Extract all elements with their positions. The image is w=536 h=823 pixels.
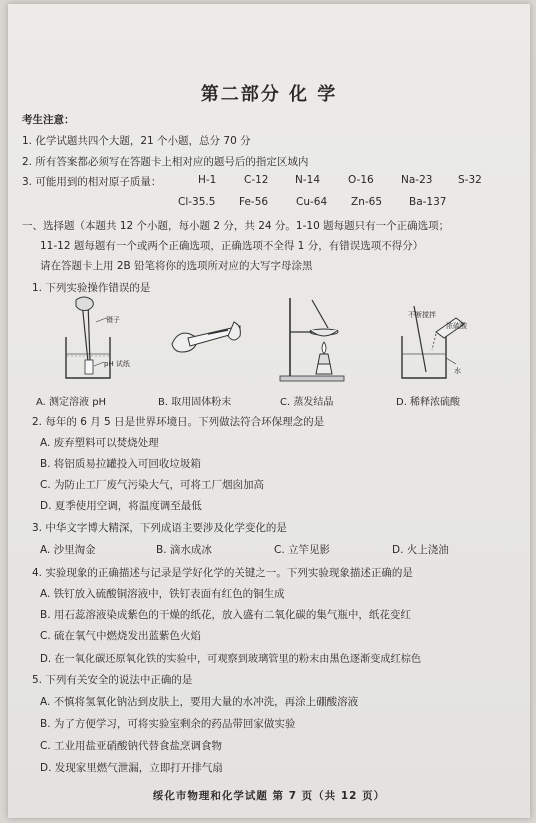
question-option: B. 滴水成冰 (156, 544, 212, 556)
notice-item: 2. 所有答案都必须写在答题卡上相对应的题号后的指定区域内 (22, 156, 309, 168)
question-option: A. 铁钉放入硫酸铜溶液中，铁钉表面有红色的铜生成 (40, 588, 285, 600)
question-stem: 5. 下列有关安全的说法中正确的是 (32, 674, 193, 686)
question-option: D. 夏季使用空调，将温度调至最低 (40, 500, 202, 512)
question-option: C. 硫在氧气中燃烧发出蓝紫色火焰 (40, 630, 202, 642)
question-option: A. 测定溶液 pH (36, 397, 107, 408)
page-footer: 绥化市物理和化学试题 第 7 页（共 12 页） (152, 790, 386, 802)
question-stem: 1. 下列实验操作错误的是 (32, 282, 151, 294)
question-option: D. 在一氧化碳还原氧化铁的实验中，可观察到玻璃管里的粉末由黑色逐渐变成红棕色 (40, 654, 422, 665)
atomic-mass: Cl-35.5 (178, 196, 216, 208)
section-instructions: 请在答题卡上用 2B 铅笔将你的选项所对应的大写字母涂黑 (40, 260, 313, 272)
question-option: C. 蒸发结晶 (280, 397, 334, 408)
question-option: B. 用石蕊溶液染成紫色的干燥的纸花，放入盛有二氧化碳的集气瓶中，纸花变红 (40, 609, 411, 621)
ph-test-figure (52, 292, 130, 384)
powder-transfer-figure (168, 292, 246, 384)
atomic-mass: Zn-65 (351, 196, 382, 208)
notice-item: 1. 化学试题共四个大题，21 个小题，总分 70 分 (22, 135, 251, 147)
section-instructions: 11-12 题每题有一个或两个正确选项，正确选项不全得 1 分，有错误选项不得分） (40, 240, 424, 252)
section-heading: 一、选择题（本题共 12 个小题，每小题 2 分，共 24 分。1-10 题每题只有一个正确选项； (22, 220, 450, 232)
atomic-mass: O-16 (348, 174, 374, 186)
figure-label-tweezers: 镊子 (106, 316, 120, 324)
question-option: A. 废弃塑料可以焚烧处理 (40, 437, 159, 449)
evaporation-figure (276, 292, 354, 384)
question-option: D. 稀释浓硫酸 (396, 397, 461, 408)
question-option: A. 不慎将氢氧化钠沾到皮肤上，要用大量的水冲洗，再涂上硼酸溶液 (40, 696, 359, 708)
atomic-mass: Ba-137 (409, 196, 447, 208)
atomic-mass: C-12 (244, 174, 269, 186)
question-option: B. 将铝质易拉罐投入可回收垃圾箱 (40, 458, 201, 470)
question-option: C. 立竿见影 (274, 544, 331, 556)
atomic-mass: Na-23 (401, 174, 433, 186)
question-stem: 3. 中华文字博大精深，下列成语主要涉及化学变化的是 (32, 522, 287, 534)
atomic-mass: Fe-56 (239, 196, 269, 208)
question-option: B. 取用固体粉末 (158, 397, 232, 408)
question-option: C. 工业用盐亚硝酸钠代替食盐烹调食物 (40, 740, 223, 752)
atomic-mass: N-14 (295, 174, 321, 186)
atomic-mass: H-1 (198, 174, 217, 186)
figure-label-acid: 浓硫酸 (446, 322, 467, 330)
question-stem: 4. 实验现象的正确描述与记录是学好化学的关键之一。下列实验现象描述正确的是 (32, 567, 413, 579)
atomic-mass: Cu-64 (296, 196, 328, 208)
figure-label-stir: 不断搅拌 (408, 311, 436, 319)
notice-item: 3. 可能用到的相对原子质量： (22, 176, 162, 188)
question-option: B. 为了方便学习，可将实验室剩余的药品带回家做实验 (40, 718, 296, 730)
figure-label-ph-paper: pH 试纸 (104, 360, 130, 368)
page-title: 第二部分 化 学 (200, 84, 338, 105)
question-option: A. 沙里淘金 (40, 544, 96, 556)
atomic-mass: S-32 (458, 174, 482, 186)
question-option: D. 发现家里燃气泄漏，立即打开排气扇 (40, 762, 223, 774)
question-stem: 2. 每年的 6 月 5 日是世界环境日。下列做法符合环保理念的是 (32, 416, 325, 428)
figure-label-water: 水 (454, 367, 461, 375)
exam-page (8, 4, 530, 818)
notice-heading: 考生注意： (22, 114, 75, 126)
question-option: C. 为防止工厂废气污染大气，可将工厂烟囱加高 (40, 479, 265, 491)
question-option: D. 火上浇油 (392, 544, 449, 556)
